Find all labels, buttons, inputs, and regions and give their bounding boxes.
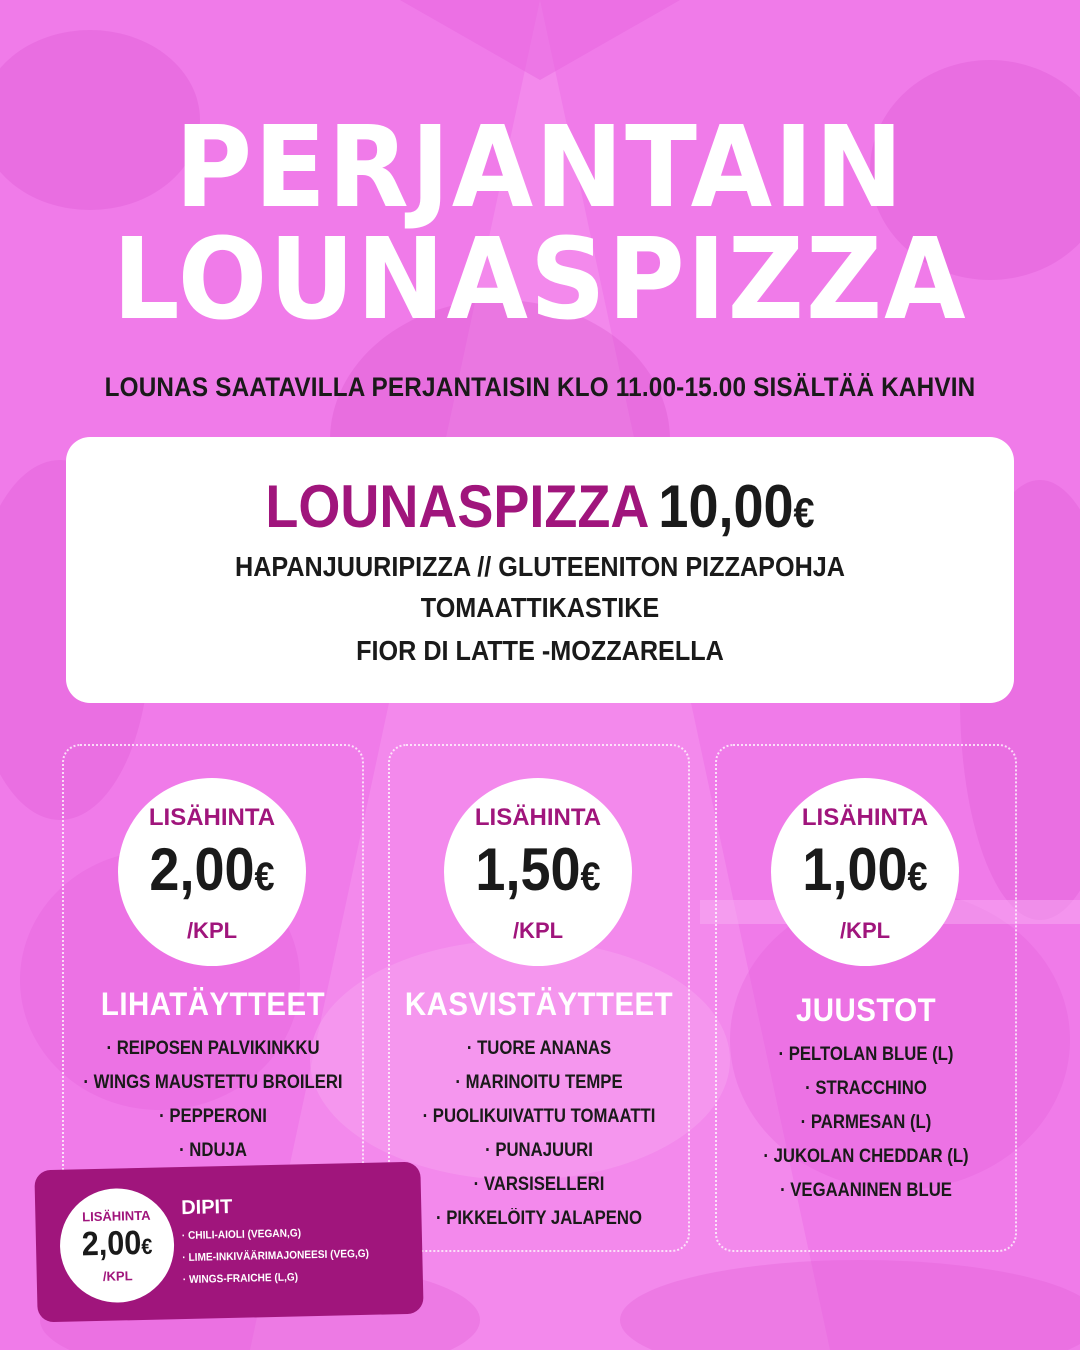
- topping-list: [390, 1032, 688, 1236]
- main-offer-name: LOUNASPIZZA: [265, 473, 650, 540]
- currency-symbol: €: [907, 855, 928, 899]
- list-item: · PEPPERONI: [159, 1106, 267, 1127]
- price-badge-unit: /KPL: [839, 918, 891, 943]
- main-offer-line: TOMAATTIKASTIKE: [420, 592, 660, 623]
- page-title-line-1: PERJANTAIN: [174, 103, 906, 233]
- topping-list: [64, 1032, 362, 1168]
- page-title-line-2: LOUNASPIZZA: [112, 215, 968, 345]
- main-offer-price: [658, 473, 814, 540]
- currency-symbol: €: [141, 1233, 153, 1259]
- main-offer-card: [66, 437, 1014, 703]
- list-item: · PELTOLAN BLUE (L): [778, 1044, 954, 1065]
- price-badge-label: LISÄHINTA: [148, 804, 276, 831]
- column-heading: JUUSTOT: [795, 992, 937, 1028]
- list-item: · VARSISELLERI: [473, 1174, 605, 1195]
- price-badge-price: [453, 836, 622, 903]
- currency-symbol: €: [254, 855, 275, 899]
- price-badge-unit: /KPL: [102, 1268, 133, 1284]
- price-badge-label: LISÄHINTA: [474, 804, 602, 831]
- list-item: · JUKOLAN CHEDDAR (L): [763, 1146, 969, 1167]
- main-offer-heading: [113, 473, 966, 540]
- topping-column-veg: [388, 744, 690, 1252]
- price-value: 2,00: [81, 1223, 142, 1264]
- list-item: · REIPOSEN PALVIKINKKU: [106, 1038, 320, 1059]
- page-subtitle: LOUNAS SAATAVILLA PERJANTAISIN KLO 11.00-15.00 SISÄLTÄÄ KAHVIN: [104, 372, 976, 402]
- dips-heading: DIPIT: [180, 1195, 233, 1220]
- dips-list: [182, 1220, 386, 1291]
- column-heading: LIHATÄYTTEET: [100, 986, 326, 1022]
- price-badge-price: [65, 1223, 168, 1264]
- price-badge: [118, 778, 306, 966]
- list-item: · CHILI-AIOLI (VEGAN,G): [181, 1227, 302, 1243]
- price-badge: [444, 778, 632, 966]
- price-badge: [771, 778, 959, 966]
- price-badge-unit: /KPL: [512, 918, 564, 943]
- dips-card: [34, 1162, 423, 1323]
- list-item: · LIME-INKIVÄÄRIMAJONEESI (VEG,G): [182, 1247, 370, 1265]
- price-value: 1,00: [802, 836, 908, 903]
- list-item: · PIKKELÖITY JALAPENO: [436, 1208, 642, 1229]
- list-item: · PUNAJUURI: [485, 1140, 593, 1161]
- main-offer-price-value: 10,00: [658, 473, 794, 540]
- main-offer-line: FIOR DI LATTE -MOZZARELLA: [356, 635, 724, 666]
- price-badge-label: LISÄHINTA: [82, 1207, 151, 1225]
- main-offer-line: HAPANJUURIPIZZA // GLUTEENITON PIZZAPOHJA: [235, 551, 845, 582]
- list-item: · PARMESAN (L): [800, 1112, 932, 1133]
- list-item: · STRACCHINO: [805, 1078, 927, 1099]
- list-item: · WINGS MAUSTETTU BROILERI: [83, 1072, 343, 1093]
- list-item: · PUOLIKUIVATTU TOMAATTI: [422, 1106, 656, 1127]
- main-offer-currency: €: [793, 489, 815, 536]
- dips-price-badge: [59, 1187, 176, 1304]
- list-item: · NDUJA: [179, 1140, 247, 1161]
- column-heading: KASVISTÄYTTEET: [404, 986, 674, 1022]
- list-item: · VEGAANINEN BLUE: [780, 1180, 952, 1201]
- price-badge-label: LISÄHINTA: [801, 804, 929, 831]
- price-value: 2,00: [149, 836, 255, 903]
- price-badge-price: [127, 836, 296, 903]
- currency-symbol: €: [580, 855, 601, 899]
- list-item: · WINGS-FRAICHE (L,G): [182, 1271, 299, 1287]
- price-badge-price: [780, 836, 949, 903]
- topping-column-cheese: [715, 744, 1017, 1252]
- list-item: · TUORE ANANAS: [466, 1038, 612, 1059]
- price-value: 1,50: [475, 836, 581, 903]
- price-badge-unit: /KPL: [186, 918, 238, 943]
- list-item: · MARINOITU TEMPE: [455, 1072, 623, 1093]
- topping-list: [717, 1038, 1015, 1208]
